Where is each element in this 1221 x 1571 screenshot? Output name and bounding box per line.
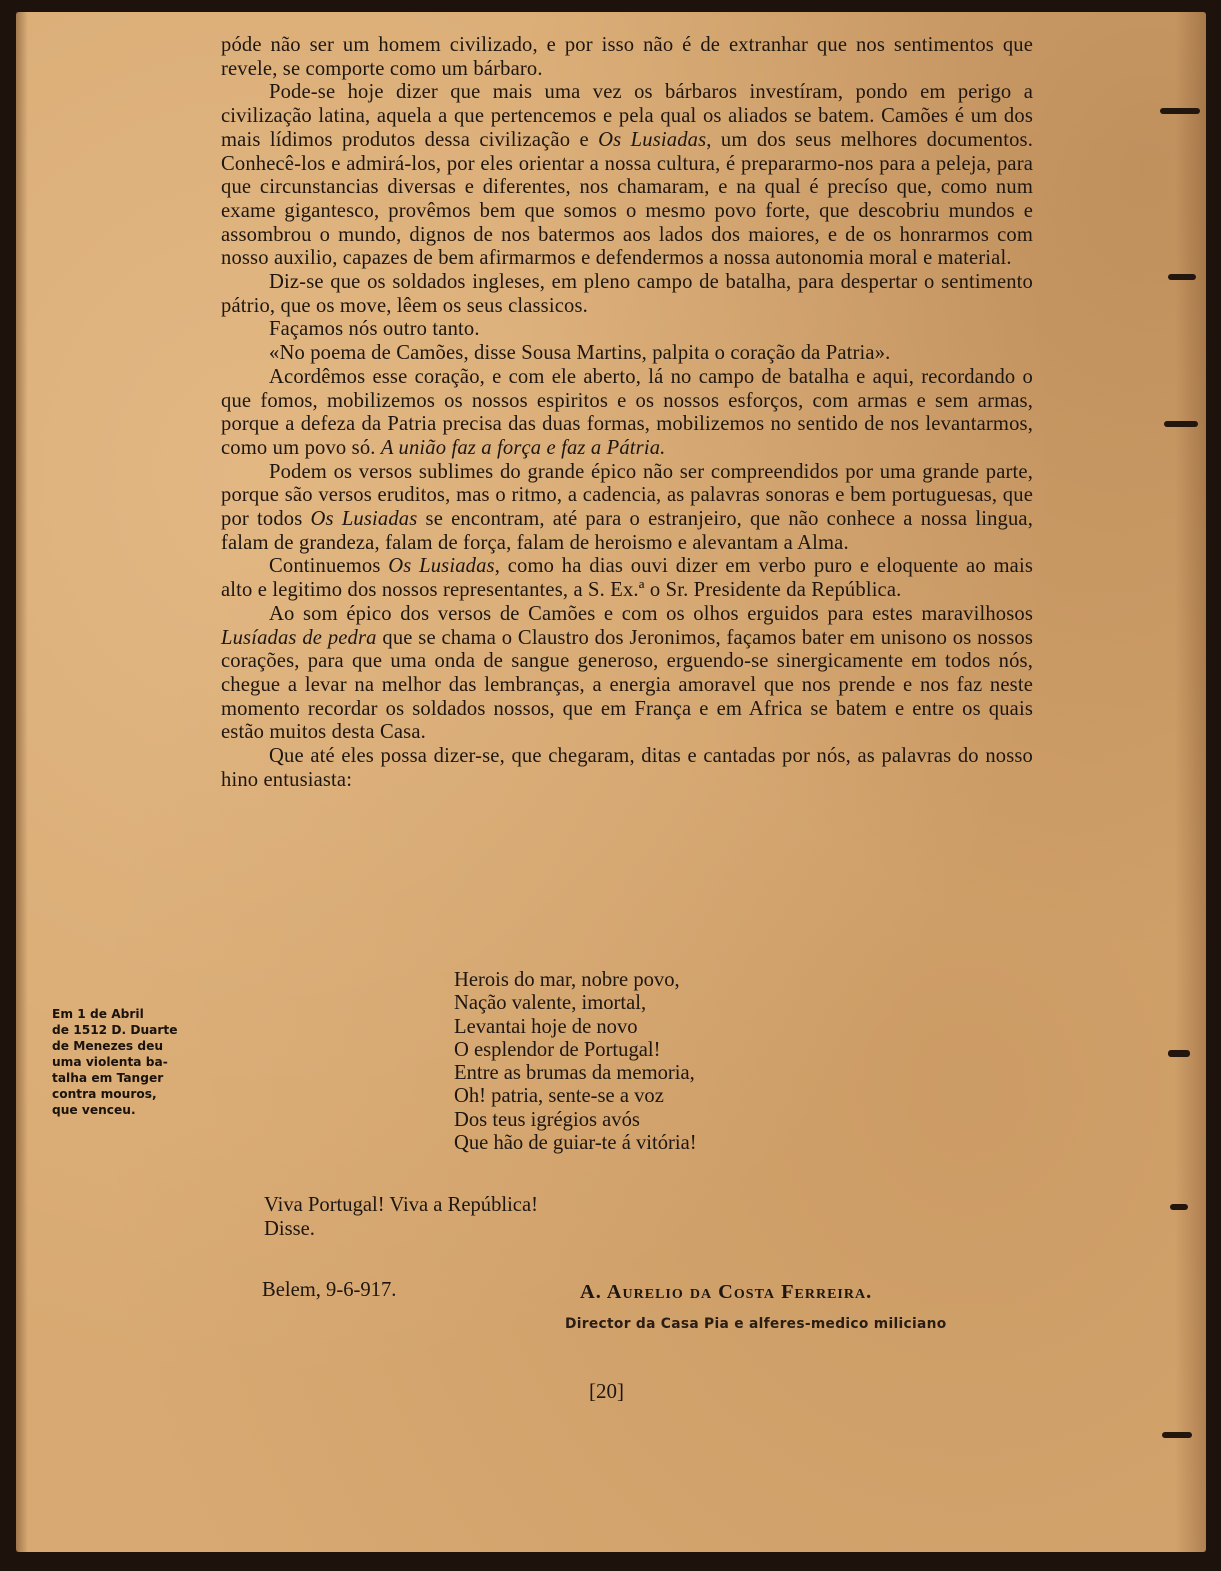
page-edge-shadow (1175, 12, 1206, 1552)
edge-mark (1168, 274, 1196, 280)
paragraph: Façamos nós outro tanto. (269, 318, 480, 341)
paragraph: Podem os versos sublimes do grande épico não ser compreendidos por uma grande parte, porque são versos eruditos, mas o ritmo, a cadencia, as palavras sonoras e bem portuguesas, que por todos Os Lusiadas se encontram, até para o estranjeiro, que não conhece a nossa lingua, falam de grandeza, falam de força, falam de heroismo e alevantam a Alma. (221, 460, 1033, 554)
main-text (221, 34, 1033, 793)
anthem-verse (454, 969, 697, 1155)
margin-note-line: Em 1 de Abril (52, 1007, 144, 1021)
margin-note-line: uma violenta ba- (52, 1055, 168, 1069)
verse-line: Herois do mar, nobre povo, (454, 969, 680, 991)
paragraph: Diz-se que os soldados ingleses, em pleno campo de batalha, para despertar o sentimento pátrio, que os move, lêem os seus classicos. (221, 271, 1033, 317)
edge-mark (1168, 1050, 1190, 1057)
closing-line: Viva Portugal! Viva a República! (264, 1194, 538, 1216)
edge-mark (1170, 1204, 1188, 1210)
author-signature: A. Aurelio da Costa Ferreira. (580, 1281, 873, 1303)
paragraph: Ao som épico dos versos de Camões e com os olhos erguidos para estes maravilhosos Lusíadas de pedra que se chama o Claustro dos Jeronimos, façamos bater em unisono os nossos corações, para que uma onda de sangue generoso, erguendo-se sinergicamente em todos nós, chegue a levar na melhor das lembranças, a energia amoravel que nos prende e nos faz neste momento recordar os soldados nossos, que em França e em Africa se batem e entre os quais estão muitos desta Casa. (221, 602, 1033, 744)
verse-line: Oh! patria, sente-se a voz (454, 1085, 664, 1108)
paragraph: «No poema de Camões, disse Sousa Martins, palpita o coração da Patria». (269, 342, 891, 365)
verse-line: Que hão de guiar-te á vitória! (454, 1132, 697, 1155)
verse-line: Dos teus igrégios avós (454, 1108, 640, 1131)
paragraph: Que até eles possa dizer-se, que chegaram, ditas e cantadas por nós, as palavras do nosso hino entusiasta: (221, 745, 1033, 791)
edge-mark (1160, 108, 1200, 114)
margin-note (52, 1006, 196, 1118)
edge-mark (1164, 421, 1198, 427)
margin-note-line: de 1512 D. Duarte (52, 1023, 178, 1037)
verse-line: O esplendor de Portugal! (454, 1038, 661, 1061)
closing-line: Disse. (264, 1217, 315, 1240)
page-binding-shadow (16, 12, 28, 1552)
verse-line: Entre as brumas da memoria, (454, 1062, 695, 1085)
margin-note-line: de Menezes deu (52, 1039, 164, 1053)
margin-note-line: que venceu. (52, 1103, 136, 1117)
date-place: Belem, 9-6-917. (262, 1279, 397, 1301)
paragraph: Pode-se hoje dizer que mais uma vez os bárbaros investíram, pondo em perigo a civilização latina, aquela a que pertencemos e pela qual os aliados se batem. Camões é um dos mais lídimos produtos dessa civilização e Os Lusiadas, um dos seus melhores documentos. Conhecê-los e admirá-los, por eles orientar a nossa cultura, é prepararmo-nos para a peleja, para que circunstancias diversas e diferentes, nos chamaram, e na qual é precíso que, como num exame gigantesco, provêmos bem que somos o mesmo povo forte, que descobriu mundos e assombrou o mundo, dignos de nos batermos aos lados dos maiores, e de os honrarmos com nosso auxilio, capazes de bem afirmarmos e defendermos a nossa autonomia moral e material. (221, 81, 1034, 270)
margin-note-line: contra mouros, (52, 1087, 157, 1101)
author-role: Director da Casa Pia e alferes-medico miliciano (565, 1316, 947, 1332)
page-number: [20] (589, 1379, 624, 1403)
closing-words (264, 1194, 538, 1241)
margin-note-line: talha em Tanger (52, 1071, 164, 1085)
verse-line: Nação valente, imortal, (454, 992, 647, 1015)
edge-mark (1162, 1432, 1192, 1438)
verse-line: Levantai hoje de novo (454, 1015, 638, 1038)
paragraph: Continuemos Os Lusiadas, como ha dias ouvi dizer em verbo puro e eloquente ao mais alto e legitimo dos nossos representantes, a S. Ex.ª o Sr. Presidente da República. (221, 555, 1034, 602)
paragraph: póde não ser um homem civilizado, e por isso não é de extranhar que nos sentimentos que revele, se comporte como um bárbaro. (221, 34, 1033, 80)
paragraph: Acordêmos esse coração, e com ele aberto, lá no campo de batalha e aqui, recordando o que fomos, mobilizemos os nossos espiritos e os nossos esforços, com armas e sem armas, porque a defeza da Patria precisa das duas formas, mobilizemos no sentido de nos levantarmos, como um povo só. A união faz a força e faz a Pátria. (221, 365, 1033, 459)
